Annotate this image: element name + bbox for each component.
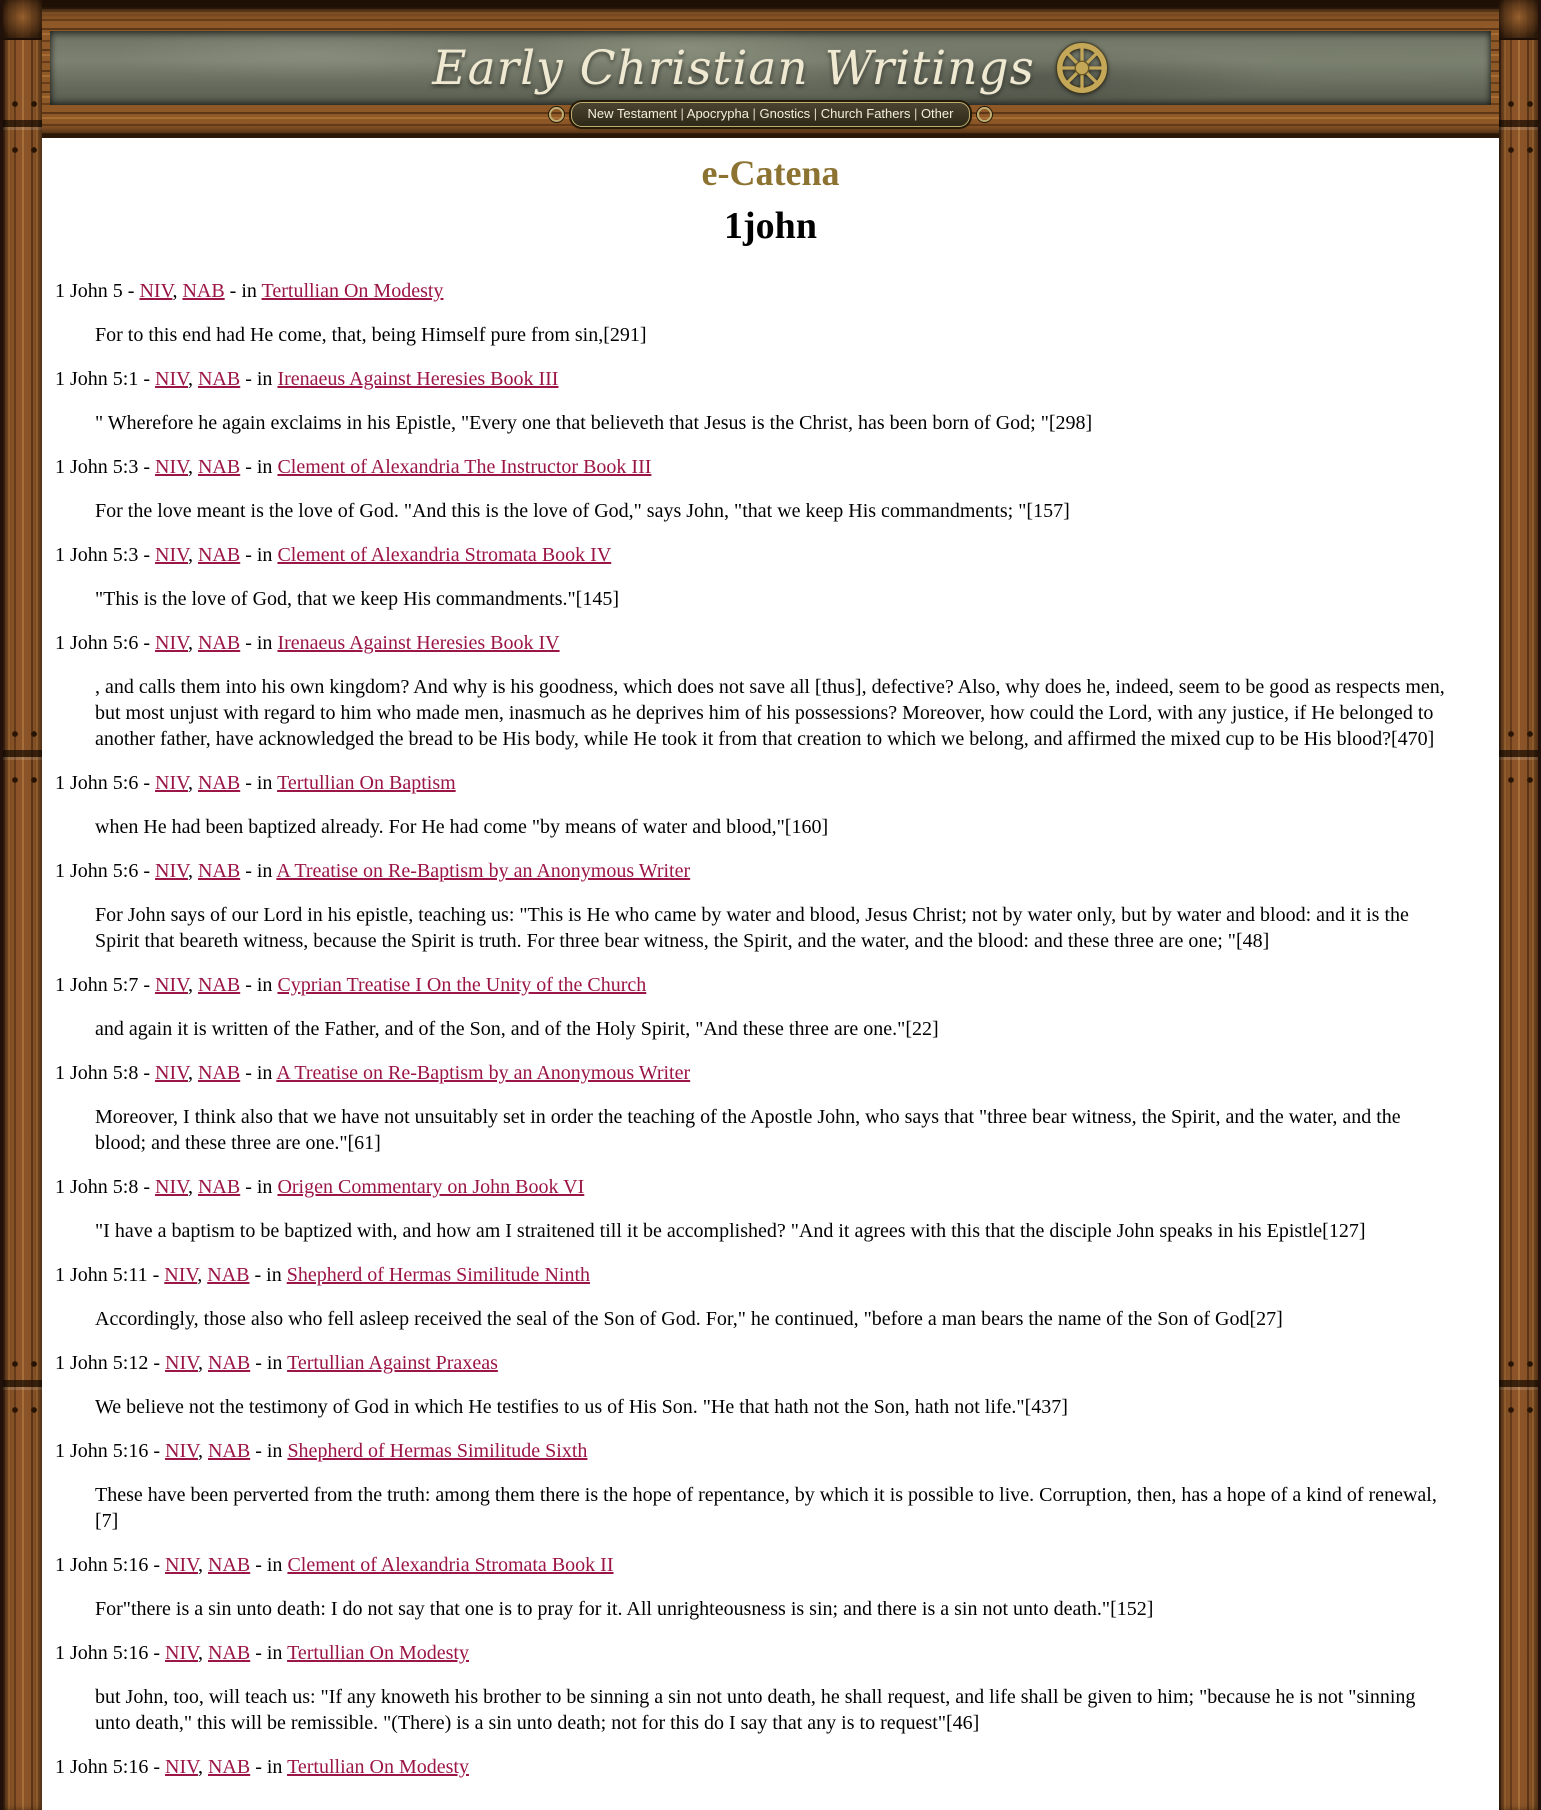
- separator: ,: [197, 1352, 208, 1374]
- separator: ,: [197, 1756, 208, 1778]
- nav-separator: |: [910, 106, 921, 121]
- nab-link[interactable]: NAB: [197, 1176, 241, 1198]
- quote-text: For"there is a sin unto death: I do not say that one is to pray for it. All unrighteousness is sin; and there is a sin not unto death."[152]: [95, 1598, 1154, 1620]
- niv-link[interactable]: NIV: [139, 280, 173, 302]
- separator: -: [148, 1352, 166, 1374]
- entry-heading: [55, 972, 1486, 998]
- niv-link[interactable]: NIV: [165, 1352, 198, 1374]
- nav-item-other[interactable]: Other: [920, 106, 954, 121]
- catena-entry: [55, 366, 1486, 436]
- entry-heading: [55, 542, 1486, 568]
- catena-entry: [55, 1350, 1486, 1420]
- separator: - in: [240, 632, 278, 654]
- separator: - in: [250, 1554, 288, 1576]
- catena-entry: [55, 278, 1486, 348]
- separator: ,: [187, 1176, 198, 1198]
- quote-text: For to this end had He come, that, being Himself pure from sin,[291]: [95, 324, 647, 346]
- quote-text: We believe not the testimony of God in which He testifies to us of His Son. "He that hath not the Son, hath not life."[437]: [95, 1396, 1068, 1418]
- separator: -: [138, 772, 156, 794]
- separator: ,: [197, 1642, 208, 1664]
- quote-text: when He had been baptized already. For He had come "by means of water and blood,"[160]: [95, 816, 829, 838]
- niv-link[interactable]: NIV: [165, 1554, 198, 1576]
- nab-link[interactable]: NAB: [207, 1352, 251, 1374]
- logo-row: [50, 31, 1491, 105]
- separator: -: [148, 1642, 166, 1664]
- main-content: [42, 152, 1499, 1810]
- verse-reference: 1 John 5: [55, 280, 123, 302]
- catena-entry: [55, 972, 1486, 1042]
- quote-text: "I have a baptism to be baptized with, and how am I straitened till it be accomplished? "And it agrees with this that the disciple John speaks in his Epistle[127]: [95, 1220, 1366, 1242]
- work-link[interactable]: Shepherd of Hermas Similitude Sixth: [287, 1440, 588, 1462]
- separator: -: [138, 368, 156, 390]
- entry-heading: [55, 1640, 1486, 1666]
- verse-reference: 1 John 5:16: [55, 1554, 149, 1576]
- nav-bar-items: [571, 102, 971, 127]
- site-header: [0, 0, 1541, 138]
- work-link[interactable]: A Treatise on Re-Baptism by an Anonymous Writer: [276, 1062, 691, 1084]
- work-link[interactable]: Tertullian On Baptism: [277, 772, 456, 794]
- ring-icon: [977, 107, 992, 122]
- quote-text: , and calls them into his own kingdom? And why is his goodness, which does not save all [thus], defective? Also, why does he, indeed, seem to be good as respects men, but most unjust with regard to him who made men, inasmuch as he deprives him of his possessions? Moreover, how could the Lord, with any justice, if He belonged to another father, have acknowledged the bread to be His body, while He took it from that creation to which we belong, and affirmed the mixed cup to be His blood?[470]: [95, 676, 1445, 750]
- separator: -: [138, 860, 156, 882]
- niv-link[interactable]: NIV: [165, 1642, 198, 1664]
- work-link[interactable]: A Treatise on Re-Baptism by an Anonymous Writer: [276, 860, 691, 882]
- separator: ,: [187, 632, 198, 654]
- separator: ,: [187, 974, 198, 996]
- verse-reference: 1 John 5:16: [55, 1756, 149, 1778]
- nab-link[interactable]: NAB: [182, 280, 225, 302]
- separator: - in: [240, 368, 278, 390]
- verse-reference: 1 John 5:1: [55, 368, 139, 390]
- separator: ,: [187, 1062, 198, 1084]
- work-link[interactable]: Tertullian Against Praxeas: [287, 1352, 498, 1374]
- verse-reference: 1 John 5:16: [55, 1440, 149, 1462]
- nav-separator: |: [676, 106, 687, 121]
- catena-entry: [55, 770, 1486, 840]
- nab-link[interactable]: NAB: [197, 974, 241, 996]
- nab-link[interactable]: NAB: [197, 368, 241, 390]
- nab-link[interactable]: NAB: [207, 1554, 251, 1576]
- entry-heading: [55, 1262, 1486, 1288]
- separator: - in: [240, 1176, 278, 1198]
- quote-text: but John, too, will teach us: "If any knoweth his brother to be sinning a sin not unto death, he shall request, and life shall be given to him; "because he is not "sinning unto death," this will be remissible. "(There) is a sin unto death; not for this do I say that any is to request"[46]: [95, 1686, 1416, 1734]
- entry-heading: [55, 1350, 1486, 1376]
- verse-reference: 1 John 5:3: [55, 544, 139, 566]
- niv-link[interactable]: NIV: [165, 1756, 198, 1778]
- catena-entry: [55, 1552, 1486, 1622]
- entry-heading: [55, 366, 1486, 392]
- work-link[interactable]: Cyprian Treatise I On the Unity of the Church: [277, 974, 647, 996]
- work-link[interactable]: Shepherd of Hermas Similitude Ninth: [286, 1264, 590, 1286]
- niv-link[interactable]: NIV: [164, 1264, 198, 1286]
- niv-link[interactable]: NIV: [155, 772, 188, 794]
- entry-heading: [55, 454, 1486, 480]
- niv-link[interactable]: NIV: [155, 632, 188, 654]
- niv-link[interactable]: NIV: [155, 974, 188, 996]
- separator: ,: [197, 1554, 208, 1576]
- separator: ,: [187, 544, 198, 566]
- verse-reference: 1 John 5:11: [55, 1264, 148, 1286]
- separator: -: [138, 1062, 156, 1084]
- separator: - in: [240, 974, 278, 996]
- separator: ,: [187, 772, 198, 794]
- nab-link[interactable]: NAB: [197, 632, 241, 654]
- work-link[interactable]: Clement of Alexandria Stromata Book II: [287, 1554, 614, 1576]
- nav-separator: |: [810, 106, 821, 121]
- separator: - in: [249, 1264, 287, 1286]
- catena-entry: [55, 858, 1486, 954]
- nav-item-gnostics[interactable]: Gnostics: [759, 106, 811, 121]
- separator: - in: [240, 456, 278, 478]
- separator: -: [138, 632, 156, 654]
- quote-text: Moreover, I think also that we have not unsuitably set in order the teaching of the Apostle John, who says that "three bear witness, the Spirit, and the water, and the blood; and these three are one."[61]: [95, 1106, 1401, 1154]
- nab-link[interactable]: NAB: [207, 1264, 250, 1286]
- ring-icon: [549, 107, 564, 122]
- work-link[interactable]: Irenaeus Against Heresies Book IV: [277, 632, 560, 654]
- page-title: e-Catena: [701, 153, 840, 193]
- entry-heading: [55, 1060, 1486, 1086]
- niv-link[interactable]: NIV: [155, 544, 188, 566]
- nav-item-church-fathers[interactable]: Church Fathers: [820, 106, 911, 121]
- separator: ,: [187, 368, 198, 390]
- verse-reference: 1 John 5:8: [55, 1176, 139, 1198]
- verse-reference: 1 John 5:6: [55, 632, 139, 654]
- work-link[interactable]: Origen Commentary on John Book VI: [277, 1176, 585, 1198]
- verse-reference: 1 John 5:3: [55, 456, 139, 478]
- nav-separator: |: [748, 106, 760, 121]
- nab-link[interactable]: NAB: [207, 1756, 251, 1778]
- nav-item-apocrypha[interactable]: Apocrypha: [686, 106, 749, 121]
- separator: ,: [187, 860, 198, 882]
- verse-reference: 1 John 5:6: [55, 860, 139, 882]
- quote-text: " Wherefore he again exclaims in his Epistle, "Every one that believeth that Jesus is the Christ, has been born of God; "[298]: [95, 412, 1093, 434]
- catena-entry: [55, 1754, 1486, 1780]
- verse-reference: 1 John 5:6: [55, 772, 139, 794]
- separator: - in: [250, 1440, 288, 1462]
- separator: - in: [250, 1352, 288, 1374]
- separator: -: [138, 1176, 156, 1198]
- entry-heading: [55, 1438, 1486, 1464]
- work-link[interactable]: Clement of Alexandria The Instructor Book III: [277, 456, 652, 478]
- separator: - in: [240, 860, 277, 882]
- separator: ,: [187, 456, 198, 478]
- entry-heading: [55, 1552, 1486, 1578]
- niv-link[interactable]: NIV: [155, 368, 188, 390]
- site-logo[interactable]: Early Christian Writings: [432, 40, 1035, 96]
- catena-entry: [55, 542, 1486, 612]
- work-link[interactable]: Tertullian On Modesty: [261, 280, 444, 302]
- entry-heading: [55, 858, 1486, 884]
- quote-text: and again it is written of the Father, and of the Son, and of the Holy Spirit, "And these three are one."[22]: [95, 1018, 939, 1040]
- separator: ,: [197, 1440, 208, 1462]
- nab-link[interactable]: NAB: [197, 860, 241, 882]
- nav-item-new-testament[interactable]: New Testament: [587, 106, 677, 121]
- separator: - in: [240, 544, 278, 566]
- wood-frame-left: [0, 0, 42, 1810]
- work-link[interactable]: Tertullian On Modesty: [287, 1756, 469, 1778]
- verse-reference: 1 John 5:8: [55, 1062, 139, 1084]
- catena-entry: [55, 1640, 1486, 1736]
- catena-entry: [55, 630, 1486, 752]
- entry-heading: [55, 630, 1486, 656]
- entry-heading: [55, 278, 1486, 304]
- separator: - in: [250, 1642, 288, 1664]
- niv-link[interactable]: NIV: [155, 1062, 188, 1084]
- verse-reference: 1 John 5:12: [55, 1352, 149, 1374]
- work-link[interactable]: Irenaeus Against Heresies Book III: [277, 368, 559, 390]
- separator: -: [148, 1756, 166, 1778]
- separator: ,: [197, 1264, 208, 1286]
- niv-link[interactable]: NIV: [155, 456, 188, 478]
- wood-frame-right: [1499, 0, 1541, 1810]
- entry-heading: [55, 770, 1486, 796]
- catena-entry: [55, 1174, 1486, 1244]
- separator: - in: [224, 280, 262, 302]
- nav-bar: [0, 102, 1541, 127]
- nab-link[interactable]: NAB: [197, 772, 241, 794]
- header-banner: [50, 31, 1491, 105]
- separator: - in: [240, 1062, 277, 1084]
- nab-link[interactable]: NAB: [197, 544, 241, 566]
- separator: -: [148, 1554, 166, 1576]
- niv-link[interactable]: NIV: [165, 1440, 198, 1462]
- verse-reference: 1 John 5:16: [55, 1642, 149, 1664]
- verse-reference: 1 John 5:7: [55, 974, 139, 996]
- entries-list: [55, 278, 1486, 1780]
- separator: -: [138, 456, 156, 478]
- niv-link[interactable]: NIV: [155, 860, 188, 882]
- separator: ,: [172, 280, 183, 302]
- catena-entry: [55, 1060, 1486, 1156]
- work-link[interactable]: Clement of Alexandria Stromata Book IV: [277, 544, 612, 566]
- quote-text: "This is the love of God, that we keep His commandments."[145]: [95, 588, 620, 610]
- nab-link[interactable]: NAB: [197, 1062, 241, 1084]
- niv-link[interactable]: NIV: [155, 1176, 188, 1198]
- separator: -: [148, 1440, 166, 1462]
- entry-heading: [55, 1754, 1486, 1780]
- nab-link[interactable]: NAB: [197, 456, 241, 478]
- quote-text: For the love meant is the love of God. "And this is the love of God," says John, "that we keep His commandments; "[157]: [95, 500, 1070, 522]
- nab-link[interactable]: NAB: [207, 1440, 251, 1462]
- catena-entry: [55, 454, 1486, 524]
- entry-heading: [55, 1174, 1486, 1200]
- separator: - in: [250, 1756, 288, 1778]
- catena-entry: [55, 1438, 1486, 1534]
- work-link[interactable]: Tertullian On Modesty: [287, 1642, 469, 1664]
- separator: - in: [240, 772, 278, 794]
- quote-text: These have been perverted from the truth: among them there is the hope of repentance, by which it is possible to live. Corruption, then, has a hope of a kind of renewal,[7]: [95, 1484, 1437, 1532]
- separator: -: [147, 1264, 165, 1286]
- separator: -: [138, 974, 156, 996]
- quote-text: Accordingly, those also who fell asleep received the seal of the Son of God. For," he continued, "before a man bears the name of the Son of God[27]: [95, 1308, 1283, 1330]
- catena-entry: [55, 1262, 1486, 1332]
- separator: -: [138, 544, 156, 566]
- wheel-icon: [1055, 41, 1109, 95]
- quote-text: For John says of our Lord in his epistle, teaching us: "This is He who came by water and blood, Jesus Christ; not by water only, but by water and blood: and it is the Spirit that beareth witness, because the Spirit is truth. For three bear witness, the Spirit, and the water, and the blood: and these three are one; "[48]: [95, 904, 1409, 952]
- separator: -: [122, 280, 140, 302]
- nab-link[interactable]: NAB: [207, 1642, 251, 1664]
- page-subtitle: 1john: [724, 205, 817, 247]
